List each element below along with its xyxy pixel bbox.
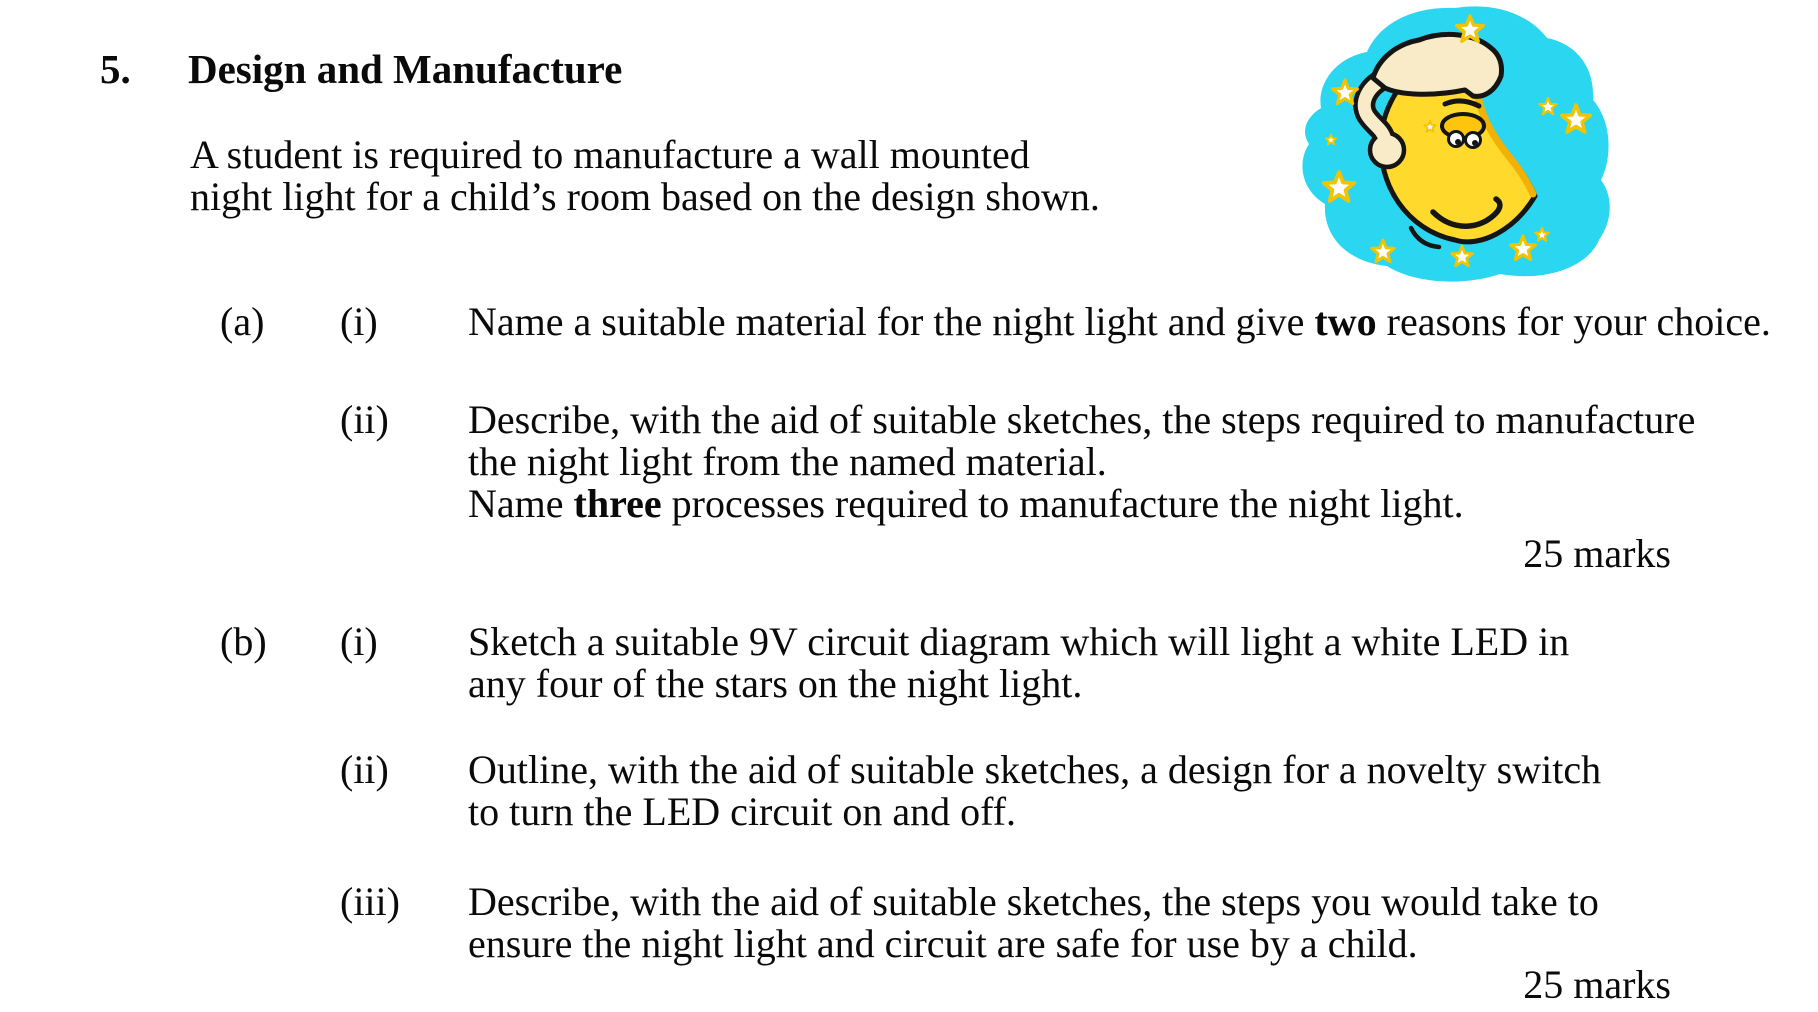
item-text-line — [468, 399, 1695, 441]
text-segment: to turn the LED circuit on and off. — [468, 789, 1017, 834]
item-text-a-ii — [468, 399, 1695, 525]
item-text-line — [468, 881, 1599, 923]
question-intro — [190, 134, 1100, 218]
item-text-line — [468, 749, 1601, 791]
part-label-a: (a) — [220, 299, 265, 344]
moon-clipart — [1295, 0, 1615, 290]
text-segment: Sketch a suitable 9V circuit diagram which will light a white LED in — [468, 619, 1570, 664]
item-label-b-iii: (iii) — [340, 879, 400, 924]
item-text-line — [468, 621, 1569, 663]
item-text-line — [468, 301, 1771, 343]
item-label-a-i: (i) — [340, 299, 378, 344]
item-text-a-i — [468, 301, 1771, 343]
item-label-b-i: (i) — [340, 619, 378, 664]
text-segment: reasons for your choice. — [1376, 299, 1771, 344]
text-segment: Name — [468, 481, 574, 526]
part-label-b: (b) — [220, 619, 267, 664]
text-segment: Describe, with the aid of suitable sketches, the steps required to manufacture — [468, 397, 1696, 442]
question-title: Design and Manufacture — [188, 46, 623, 92]
item-text-b-ii — [468, 749, 1601, 833]
emphasized-word: two — [1314, 299, 1377, 344]
moon-clipart-svg — [1295, 0, 1615, 290]
marks-part-a: 25 marks — [1523, 531, 1671, 576]
item-label-a-ii: (ii) — [340, 397, 389, 442]
left-eye — [1449, 132, 1464, 147]
item-text-line — [468, 483, 1695, 525]
left-pupil — [1455, 139, 1461, 145]
text-segment: any four of the stars on the night light. — [468, 661, 1083, 706]
question-number: 5. — [100, 46, 131, 92]
item-text-line — [468, 791, 1601, 833]
item-label-b-ii: (ii) — [340, 747, 389, 792]
intro-line: A student is required to manufacture a wall mounted — [190, 132, 1030, 177]
text-segment: Name a suitable material for the night light and give — [468, 299, 1315, 344]
right-pupil — [1472, 140, 1478, 146]
text-segment: processes required to manufacture the night light. — [661, 481, 1464, 526]
text-segment: the night light from the named material. — [468, 439, 1107, 484]
text-segment: Describe, with the aid of suitable sketches, the steps you would take to — [468, 879, 1599, 924]
text-segment: ensure the night light and circuit are safe for use by a child. — [468, 921, 1418, 966]
item-text-line — [468, 441, 1695, 483]
item-text-b-i — [468, 621, 1569, 705]
right-eye — [1466, 133, 1481, 148]
item-text-line — [468, 663, 1569, 705]
item-text-b-iii — [468, 881, 1599, 965]
item-text-line — [468, 923, 1599, 965]
marks-part-b: 25 marks — [1523, 962, 1671, 1007]
intro-line: night light for a child’s room based on the design shown. — [190, 174, 1100, 219]
text-segment: Outline, with the aid of suitable sketches, a design for a novelty switch — [468, 747, 1602, 792]
emphasized-word: three — [573, 481, 662, 526]
